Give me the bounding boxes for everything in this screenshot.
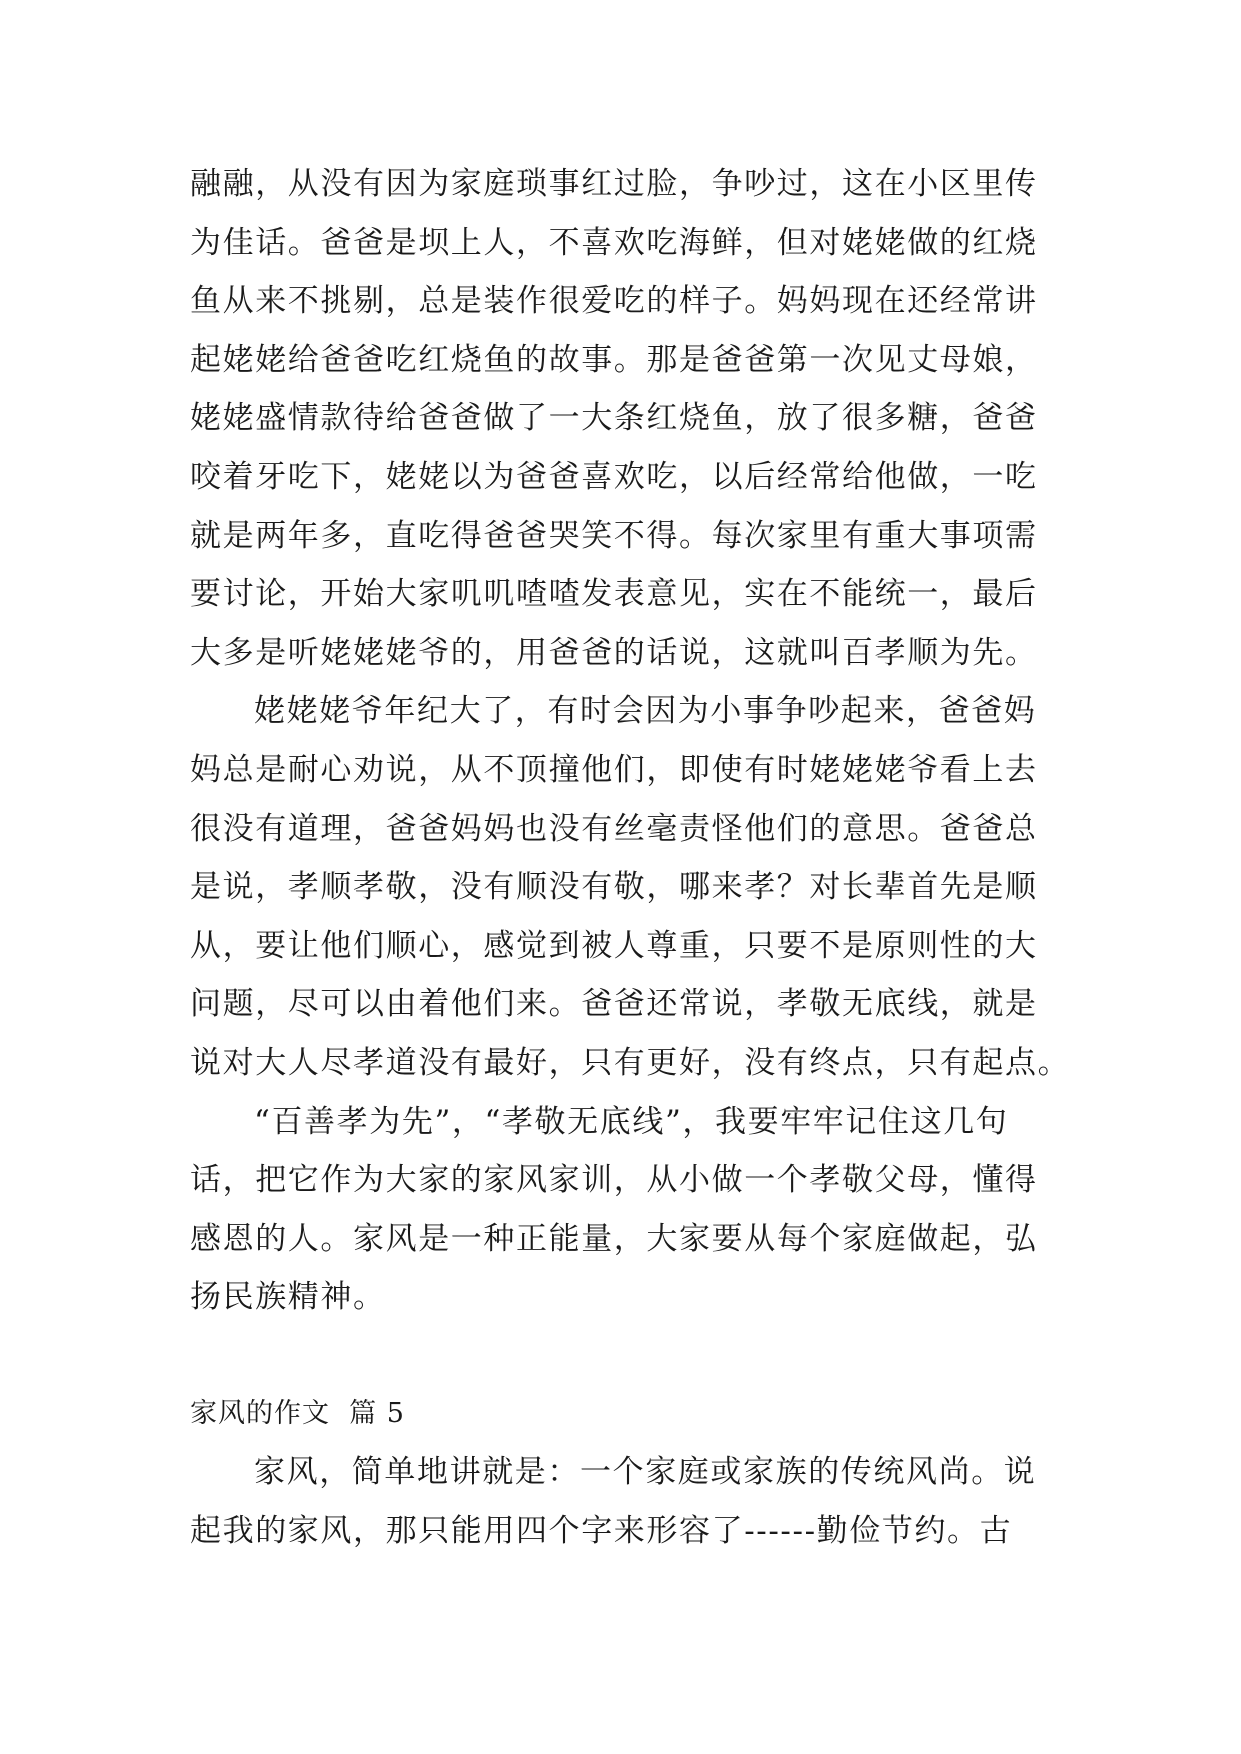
paragraph-3 xyxy=(190,1093,1070,1327)
text-line: 姥姥盛情款待给爸爸做了一大条红烧鱼，放了很多糖，爸爸 xyxy=(190,400,1038,437)
text-line: 是说，孝顺孝敬，没有顺没有敬，哪来孝？对长辈首先是顺 xyxy=(190,869,1038,906)
text-line: 很没有道理，爸爸妈妈也没有丝毫责怪他们的意思。爸爸总 xyxy=(190,810,1038,847)
text-line: 咬着牙吃下，姥姥以为爸爸喜欢吃，以后经常给他做，一吃 xyxy=(190,458,1038,495)
text-line: 家风，简单地讲就是：一个家庭或家族的传统风尚。说 xyxy=(254,1454,1037,1491)
text-line: 就是两年多，直吃得爸爸哭笑不得。每次家里有重大事项需 xyxy=(190,517,1038,554)
paragraph-2 xyxy=(190,682,1070,1092)
text-line: 鱼从来不挑剔，总是装作很爱吃的样子。妈妈现在还经常讲 xyxy=(190,283,1038,320)
text-line: 起我的家风，那只能用四个字来形容了------勤俭节约。古 xyxy=(190,1513,1013,1550)
text-line: “百善孝为先”，“孝敬无底线”，我要牢牢记住这几句 xyxy=(254,1103,1009,1140)
section-heading: 家风的作文 篇 5 xyxy=(190,1397,405,1429)
text-line: 融融，从没有因为家庭琐事红过脸，争吵过，这在小区里传 xyxy=(190,166,1038,202)
text-line: 要讨论，开始大家叽叽喳喳发表意见，实在不能统一，最后 xyxy=(190,576,1038,613)
text-line: 问题，尽可以由着他们来。爸爸还常说，孝敬无底线，就是 xyxy=(190,986,1038,1023)
text-line: 从，要让他们顺心，感觉到被人尊重，只要不是原则性的大 xyxy=(190,927,1038,964)
text-line: 话，把它作为大家的家风家训，从小做一个孝敬父母，懂得 xyxy=(190,1162,1038,1199)
text-line: 妈总是耐心劝说，从不顶撞他们，即使有时姥姥姥爷看上去 xyxy=(190,751,1038,788)
text-line: 姥姥姥爷年纪大了，有时会因为小事争吵起来，爸爸妈 xyxy=(254,693,1037,730)
paragraph-4 xyxy=(190,1443,1070,1560)
text-line: 感恩的人。家风是一种正能量，大家要从每个家庭做起，弘 xyxy=(190,1220,1038,1257)
text-line: 为佳话。爸爸是坝上人，不喜欢吃海鲜，但对姥姥做的红烧 xyxy=(190,224,1038,261)
text-line: 大多是听姥姥姥爷的，用爸爸的话说，这就叫百孝顺为先。 xyxy=(190,634,1038,671)
document-body xyxy=(190,155,1070,1561)
text-line: 说对大人尽孝道没有最好，只有更好，没有终点，只有起点。 xyxy=(190,1044,1071,1081)
text-line: 起姥姥给爸爸吃红烧鱼的故事。那是爸爸第一次见丈母娘， xyxy=(190,341,1038,378)
paragraph-1 xyxy=(190,155,1070,682)
text-line: 扬民族精神。 xyxy=(190,1279,386,1316)
